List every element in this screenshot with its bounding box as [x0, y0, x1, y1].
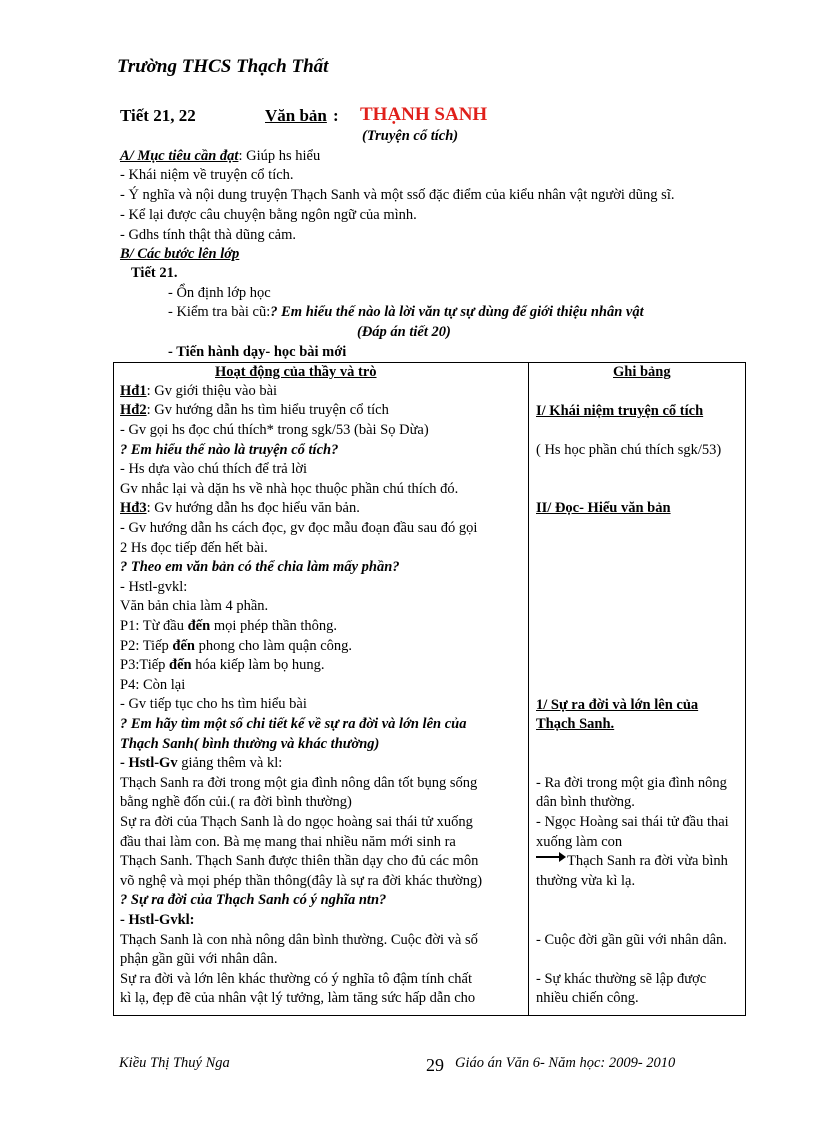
- step-check-question: ? Em hiểu thế nào là lời văn tự sự dùng để giới thiệu nhân vật: [270, 304, 644, 320]
- part-line: [120, 638, 352, 655]
- part-text: hóa kiếp làm bọ hung.: [191, 657, 325, 673]
- objectives-heading: A/ Mục tiêu cần đạt: [120, 148, 239, 164]
- activity-line: Sự ra đời của Thạch Sanh là do ngọc hoàng sai thái tử xuống: [120, 814, 473, 830]
- steps-heading: B/ Các bước lên lớp: [120, 246, 240, 262]
- activity-line: - Hs dựa vào chú thích để trả lời: [120, 461, 308, 477]
- part-text: P1: Từ đầu: [120, 618, 188, 634]
- objectives-heading-line: [120, 148, 320, 165]
- activity-line: Thạch Sanh ra đời trong một gia đình nông dân tốt bụng sống: [120, 775, 478, 791]
- activity-label: Hđ2: [120, 402, 147, 418]
- board-note: - Sự khác thường sẽ lập được: [536, 971, 707, 987]
- board-note: ( Hs học phần chú thích sgk/53): [536, 442, 722, 458]
- activity-line: - Gv gọi hs đọc chú thích* trong sgk/53 (bài Sọ Dừa): [120, 422, 429, 438]
- activity-label: Hđ1: [120, 383, 147, 399]
- period-label: Tiết 21.: [131, 265, 178, 281]
- activity-line: - Gv hướng dẫn hs cách đọc, gv đọc mẫu đoạn đầu sau đó gọi: [120, 520, 478, 536]
- board-note: dân bình thường.: [536, 794, 635, 810]
- board-heading: 1/ Sự ra đời và lớn lên của: [536, 697, 699, 713]
- step-item: - Ổn định lớp học: [168, 285, 271, 301]
- activity-line: 2 Hs đọc tiếp đến hết bài.: [120, 540, 268, 556]
- document-subtitle: (Truyện cổ tích): [362, 128, 459, 144]
- part-line: [120, 657, 325, 674]
- activity-line: [120, 755, 282, 772]
- part-text: mọi phép thần thông.: [210, 618, 338, 634]
- board-note: thường vừa kì lạ.: [536, 873, 636, 889]
- objective-item: - Khái niệm về truyện cổ tích.: [120, 167, 294, 183]
- activity-text: : Gv hướng dẫn hs đọc hiểu văn bản.: [146, 500, 360, 516]
- activity-question: Thạch Sanh( bình thường và khác thường): [120, 736, 380, 752]
- activity-line: kì lạ, đẹp đẽ của nhân vật lý tưởng, làm tăng sức hấp dẫn cho: [120, 990, 476, 1006]
- arrow-right-icon: [536, 856, 564, 858]
- activity-line: võ nghệ và mọi phép thần thông(đây là sự ra đời khác thường): [120, 873, 483, 889]
- activity-line: phận gần gũi với nhân dân.: [120, 951, 278, 967]
- activity-label: Hđ3: [120, 500, 147, 516]
- col-header-activities: Hoạt động của thầy và trò: [215, 364, 377, 380]
- activity-line: Văn bản chia làm 4 phần.: [120, 598, 269, 614]
- part-text: phong cho làm quận công.: [194, 638, 353, 654]
- activity-line: Sự ra đời và lớn lên khác thường có ý nghĩa tô đậm tính chất: [120, 971, 473, 987]
- board-note: nhiều chiến công.: [536, 990, 639, 1006]
- part-keyword: đến: [187, 618, 211, 634]
- part-keyword: đến: [169, 657, 192, 673]
- activity-line: - Gv tiếp tục cho hs tìm hiểu bài: [120, 696, 307, 712]
- board-note: - Ra đời trong một gia đình nông: [536, 775, 727, 791]
- step-answer-note: (Đáp án tiết 20): [357, 324, 451, 340]
- activity-line: Thạch Sanh là con nhà nông dân bình thường. Cuộc đời và số: [120, 932, 478, 948]
- part-text: P2: Tiếp: [120, 638, 173, 654]
- step-item: - Tiến hành dạy- học bài mới: [168, 344, 347, 360]
- footer-author: Kiều Thị Thuý Nga: [119, 1055, 230, 1071]
- part-keyword: đến: [172, 638, 195, 654]
- activity-label: - Hstl-Gv: [120, 755, 178, 771]
- footer-note: Giáo án Văn 6- Năm học: 2009- 2010: [455, 1055, 676, 1071]
- activity-question: ? Sự ra đời của Thạch Sanh có ý nghĩa ntn?: [120, 892, 387, 908]
- lesson-number: Tiết 21, 22: [120, 106, 196, 125]
- activity-line: bằng nghề đốn củi.( ra đời bình thường): [120, 794, 352, 810]
- objective-item: - Gdhs tính thật thà dũng cảm.: [120, 227, 296, 243]
- activity-line: Thạch Sanh. Thạch Sanh được thiên thần dạy cho đủ các môn: [120, 853, 479, 869]
- lesson-type: Văn bản: [265, 106, 327, 125]
- board-note: xuống làm con: [536, 834, 623, 850]
- document-title: THẠNH SANH: [360, 104, 488, 125]
- activity-line: [120, 383, 277, 400]
- school-name: Trường THCS Thạch Thất: [117, 56, 329, 77]
- objective-item: - Kể lại được câu chuyện bằng ngôn ngữ của mình.: [120, 207, 417, 223]
- activity-line: - Hstl-Gvkl:: [120, 912, 195, 928]
- activity-text: giảng thêm và kl:: [177, 755, 283, 771]
- activity-text: : Gv giới thiệu vào bài: [146, 383, 278, 399]
- board-note: - Cuộc đời gần gũi với nhân dân.: [536, 932, 727, 948]
- activity-question: ? Theo em văn bản có thể chia làm mấy phần?: [120, 559, 400, 575]
- col-header-board: Ghi bảng: [613, 364, 671, 380]
- activity-line: - Hstl-gvkl:: [120, 579, 188, 595]
- activity-question: ? Em hãy tìm một số chi tiết kể về sự ra đời và lớn lên của: [120, 716, 467, 732]
- right-column-cell: [529, 363, 746, 1016]
- activity-text: : Gv hướng dẫn hs tìm hiểu truyện cổ tích: [146, 402, 389, 418]
- board-heading: II/ Đọc- Hiểu văn bản: [536, 500, 671, 516]
- activity-line: [120, 402, 389, 419]
- part-line: P4: Còn lại: [120, 677, 186, 693]
- objective-item: - Ý nghĩa và nội dung truyện Thạch Sanh và một ssố đặc điểm của kiểu nhân vật người dũng sĩ.: [120, 187, 675, 203]
- objectives-heading-tail: : Giúp hs hiểu: [238, 148, 321, 164]
- activity-line: [120, 500, 360, 517]
- part-line: [120, 618, 337, 635]
- activity-line: đầu thai làm con. Bà mẹ mang thai nhiều năm mới sinh ra: [120, 834, 456, 850]
- activity-line: Gv nhắc lại và dặn hs về nhà học thuộc phần chú thích đó.: [120, 481, 459, 497]
- board-note: - Ngọc Hoàng sai thái tử đầu thai: [536, 814, 729, 830]
- board-heading: Thạch Sanh.: [536, 716, 615, 732]
- step-item: [168, 304, 644, 321]
- board-note: Thạch Sanh ra đời vừa bình: [567, 853, 728, 869]
- part-text: P3:Tiếp: [120, 657, 170, 673]
- step-check-label: - Kiểm tra bài cũ:: [168, 304, 271, 320]
- page-number: 29: [426, 1055, 444, 1075]
- lesson-type-colon: :: [333, 106, 339, 125]
- board-heading: I/ Khái niệm truyện cổ tích: [536, 403, 704, 419]
- activity-question: ? Em hiểu thế nào là truyện cổ tích?: [120, 442, 339, 458]
